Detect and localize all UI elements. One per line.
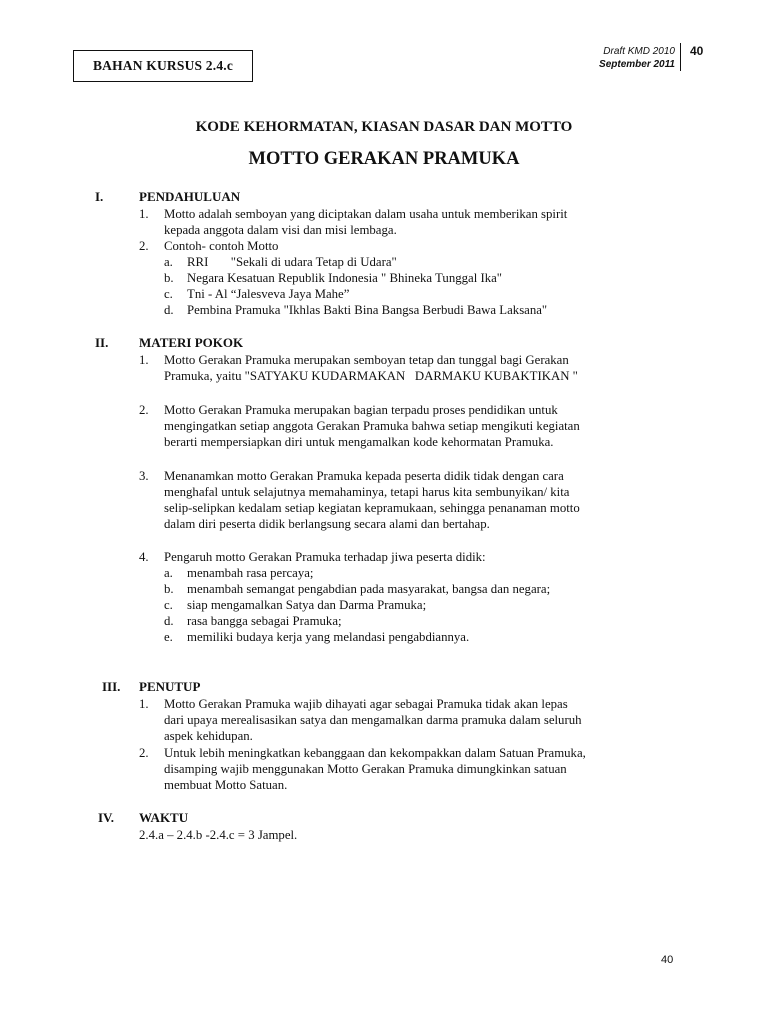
s1-p1-line2: kepada anggota dalam visi dan misi lembaga.: [164, 223, 397, 237]
main-title: KODE KEHORMATAN, KIASAN DASAR DAN MOTTO: [195, 119, 573, 135]
section-2-title: MATERI POKOK: [139, 335, 244, 350]
s2-p4-number: 4.: [139, 550, 149, 564]
s2-item-b: menambah semangat pengabdian pada masyarakat, bangsa dan negara;: [187, 582, 551, 596]
s3-p1-line2: dari upaya merealisasikan satya dan mengamalkan darma pramuka dalam seluruh: [164, 713, 582, 727]
s2-item-a: menambah rasa percaya;: [187, 566, 314, 580]
s2-item-c: siap mengamalkan Satya dan Darma Pramuka;: [187, 598, 427, 612]
s1-item-a: RRI "Sekali di udara Tetap di Udara": [187, 255, 397, 269]
s3-p2-line2: disamping wajib menggunakan Motto Gerakan Pramuka dimungkinkan satuan: [164, 762, 567, 776]
s3-p2-number: 2.: [139, 746, 149, 760]
s2-p3-line1: Menanamkan motto Gerakan Pramuka kepada peserta didik tidak dengan cara: [164, 469, 564, 483]
s1-item-c: Tni - Al “Jalesveva Jaya Mahe”: [187, 287, 350, 301]
date-line: September 2011: [599, 59, 675, 70]
course-label-box: [73, 50, 253, 82]
footer-page-number: 40: [661, 954, 674, 966]
header-divider: [680, 43, 681, 71]
s3-p2-line1: Untuk lebih meningkatkan kebanggaan dan kekompakkan dalam Satuan Pramuka,: [164, 746, 586, 760]
s1-item-d: Pembina Pramuka "Ikhlas Bakti Bina Bangsa Berbudi Bawa Laksana": [187, 303, 548, 317]
draft-info: [599, 45, 675, 71]
section-1-number: I.: [95, 189, 104, 204]
s3-p1-number: 1.: [139, 697, 149, 711]
s2-item-e: memiliki budaya kerja yang melandasi pengabdiannya.: [187, 630, 470, 644]
s1-item-a-letter: a.: [164, 255, 173, 269]
s2-item-a-letter: a.: [164, 566, 173, 580]
draft-line: Draft KMD 2010: [603, 46, 675, 57]
s2-item-e-letter: e.: [164, 630, 173, 644]
s1-item-b: Negara Kesatuan Republik Indonesia " Bhineka Tunggal Ika": [187, 271, 503, 285]
s2-p4-text: Pengaruh motto Gerakan Pramuka terhadap jiwa peserta didik:: [164, 550, 486, 564]
s2-p2-line2: mengingatkan setiap anggota Gerakan Pramuka bahwa setiap mengikuti kegiatan: [164, 419, 580, 433]
s1-item-c-letter: c.: [164, 287, 173, 301]
s2-item-d-letter: d.: [164, 614, 174, 628]
section-4-title: WAKTU: [139, 810, 189, 825]
s4-text: 2.4.a – 2.4.b -2.4.c = 3 Jampel.: [139, 828, 298, 842]
section-1-title: PENDAHULUAN: [139, 189, 241, 204]
s2-item-b-letter: b.: [164, 582, 174, 596]
s3-p2-line3: membuat Motto Satuan.: [164, 778, 288, 792]
s2-item-d: rasa bangga sebagai Pramuka;: [187, 614, 342, 628]
s1-p2-number: 2.: [139, 239, 149, 253]
s2-p1-line1: Motto Gerakan Pramuka merupakan semboyan tetap dan tunggal bagi Gerakan: [164, 353, 569, 367]
s2-p2-number: 2.: [139, 403, 149, 417]
s1-p2-text: Contoh- contoh Motto: [164, 239, 279, 253]
s2-p3-line4: dalam diri peserta didik berlangsung secara alami dan bertahap.: [164, 517, 490, 531]
s3-p1-line3: aspek kehidupan.: [164, 729, 253, 743]
s2-item-c-letter: c.: [164, 598, 173, 612]
header-page-number: 40: [690, 44, 704, 58]
s1-p1-line1: Motto adalah semboyan yang diciptakan dalam usaha untuk memberikan spirit: [164, 207, 568, 221]
s1-p1-number: 1.: [139, 207, 149, 221]
s2-p2-line3: berarti mempersiapkan diri untuk mengamalkan kode kehormatan Pramuka.: [164, 435, 554, 449]
s1-item-d-letter: d.: [164, 303, 174, 317]
s2-p2-line1: Motto Gerakan Pramuka merupakan bagian terpadu proses pendidikan untuk: [164, 403, 558, 417]
s3-p1-line1: Motto Gerakan Pramuka wajib dihayati agar sebagai Pramuka tidak akan lepas: [164, 697, 568, 711]
s2-p1-number: 1.: [139, 353, 149, 367]
s1-item-b-letter: b.: [164, 271, 174, 285]
section-3-title: PENUTUP: [139, 679, 201, 694]
sub-title: MOTTO GERAKAN PRAMUKA: [248, 149, 520, 169]
s2-p3-line2: menghafal untuk selajutnya memahaminya, tetapi harus kita sembunyikan/ kita: [164, 485, 570, 499]
s2-p3-line3: selip-selipkan kedalam setiap kegiatan kepramukaan, sehingga penanaman motto: [164, 501, 580, 515]
course-label: BAHAN KURSUS 2.4.c: [92, 58, 234, 73]
section-4-number: IV.: [98, 810, 115, 825]
section-2-number: II.: [95, 335, 109, 350]
section-3-number: III.: [102, 679, 121, 694]
s2-p1-line2: Pramuka, yaitu "SATYAKU KUDARMAKAN DARMAKU KUBAKTIKAN ": [164, 369, 578, 383]
s2-p3-number: 3.: [139, 469, 149, 483]
